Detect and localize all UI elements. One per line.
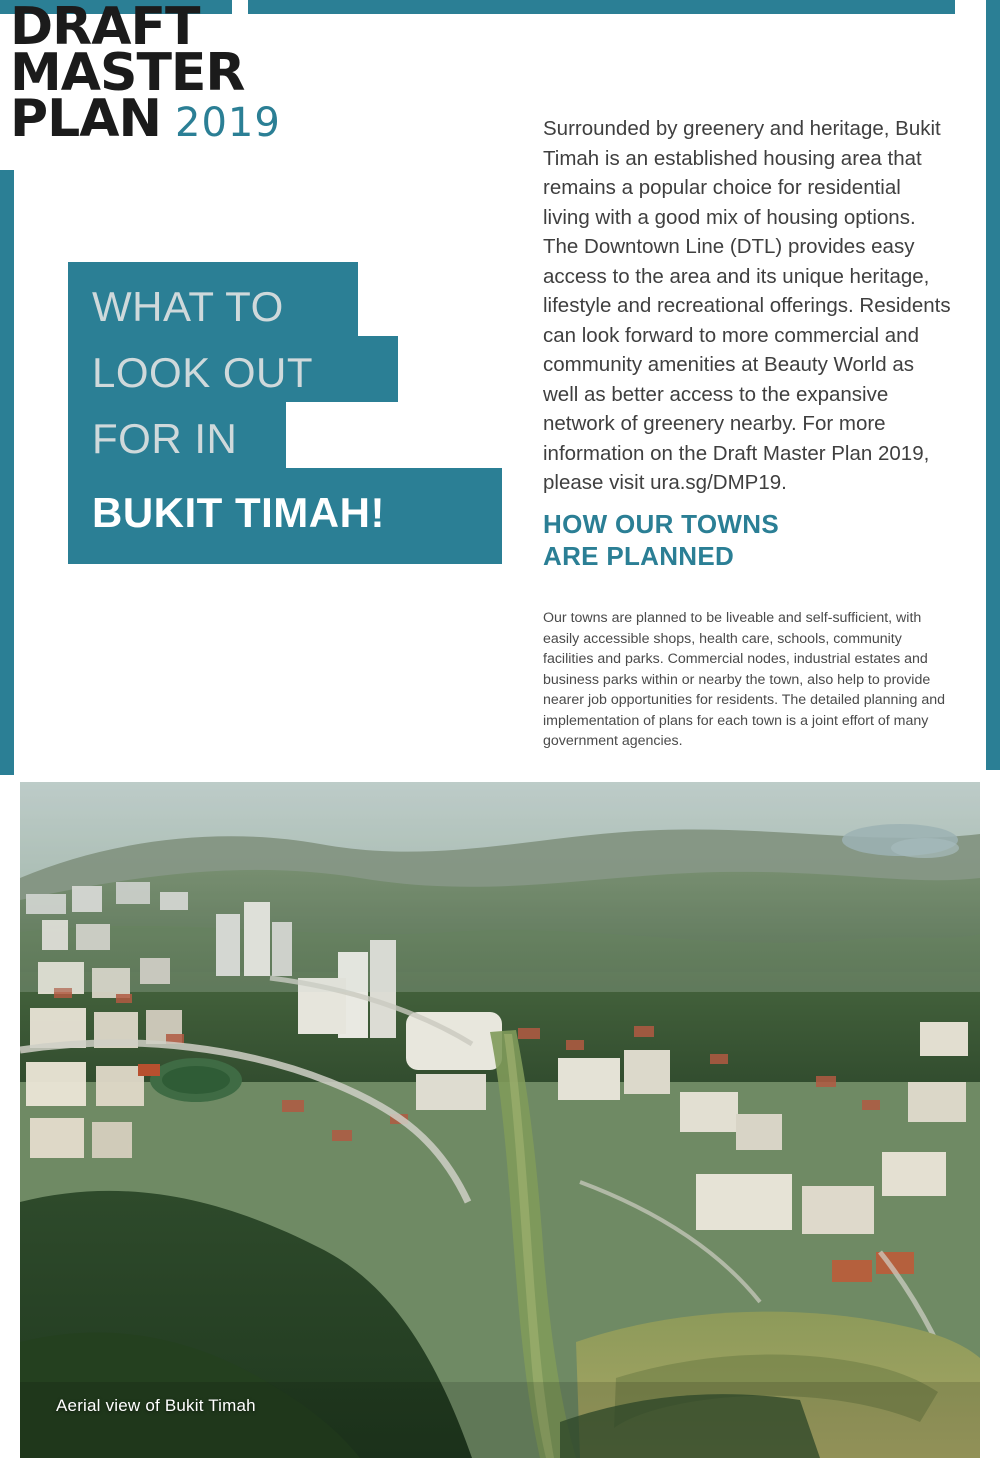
headline-line-2: LOOK OUT (92, 349, 314, 396)
headline-line-1: WHAT TO (92, 283, 284, 330)
section-body-text: Our towns are planned to be liveable and self-sufficient, with easily accessible shops, health care, schools, community facilities and parks. Commercial nodes, industrial estates and business parks within or nearby the town, also help to provide nearer job opportunities for residents. The detailed planning and implementation of plans for each town is a joint effort of many government agencies. (543, 610, 945, 749)
section-heading-line-1: HOW OUR TOWNS (543, 509, 779, 539)
masthead-line-plan: PLAN (10, 89, 162, 149)
headline-line-3: FOR IN (92, 415, 238, 462)
frame-border-left (0, 170, 14, 775)
masthead-line-plan-row (10, 89, 350, 149)
intro-text: Surrounded by greenery and heritage, Bukit Timah is an established housing area that remains a popular choice for residential living with a good mix of housing options. The Downtown Line (DTL) provides easy access to the area and its unique heritage, lifestyle and recreational offerings. Residents can look forward to more commercial and community amenities at Beauty World as well as better access to the expansive network of greenery nearby. For more information on the Draft Master Plan 2019, please visit ura.sg/DMP19. (543, 117, 951, 494)
headline-block (68, 262, 508, 564)
section-body (543, 608, 953, 752)
masthead (10, 0, 350, 149)
headline-line-4-town: BUKIT TIMAH! (92, 489, 385, 536)
masthead-line-master: MASTER (10, 43, 245, 103)
aerial-photo (20, 782, 980, 1458)
aerial-photo-illustration (20, 782, 980, 1458)
photo-caption: Aerial view of Bukit Timah (56, 1396, 256, 1415)
section-heading-line-2: ARE PLANNED (543, 541, 735, 571)
intro-paragraph (543, 114, 953, 498)
masthead-year: 2019 (175, 100, 281, 146)
section-heading (543, 508, 963, 572)
masthead-line-draft: DRAFT (10, 0, 200, 57)
frame-border-right (986, 0, 1000, 770)
